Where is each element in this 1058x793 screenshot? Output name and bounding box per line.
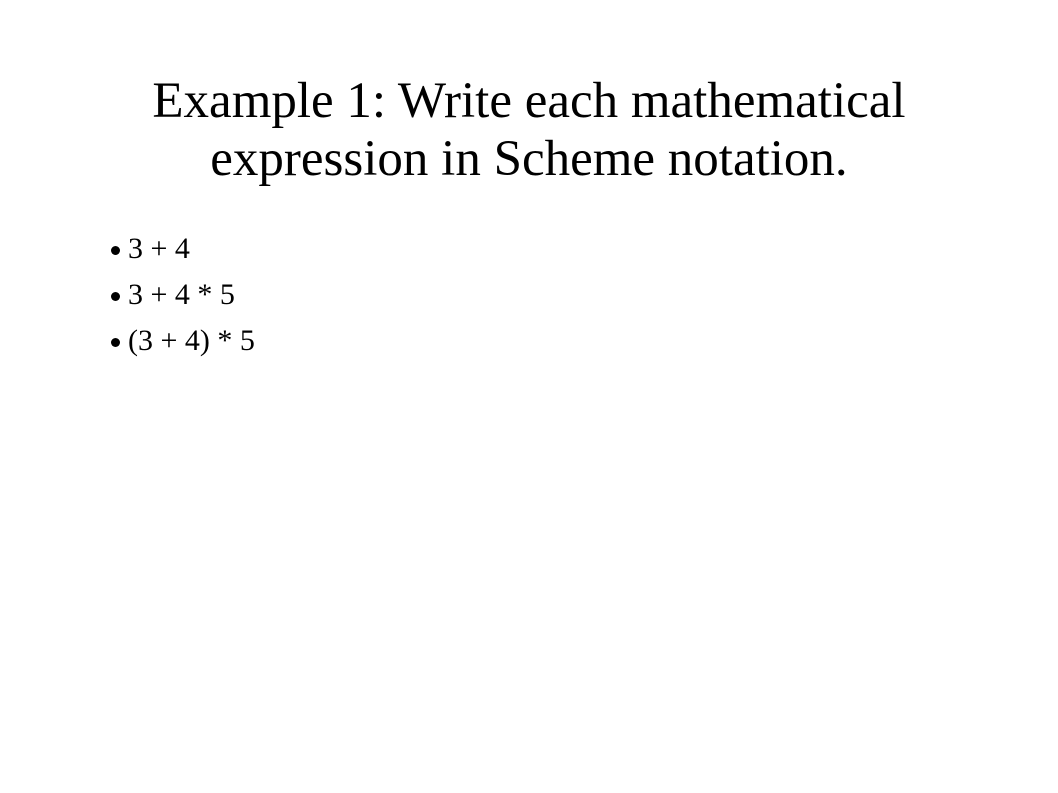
- bullet-text: 3 + 4 * 5: [128, 278, 235, 311]
- bullet-text: (3 + 4) * 5: [128, 324, 255, 357]
- slide-title-line-1: Example 1: Write each mathematical: [152, 73, 906, 129]
- bullet-dot-icon: [111, 246, 120, 255]
- slide-title-line-2: expression in Scheme notation.: [210, 131, 848, 187]
- bullet-dot-icon: [111, 292, 120, 301]
- slide-title: [40, 72, 1018, 188]
- bullet-text: 3 + 4: [128, 232, 190, 265]
- bullet-dot-icon: [111, 338, 120, 347]
